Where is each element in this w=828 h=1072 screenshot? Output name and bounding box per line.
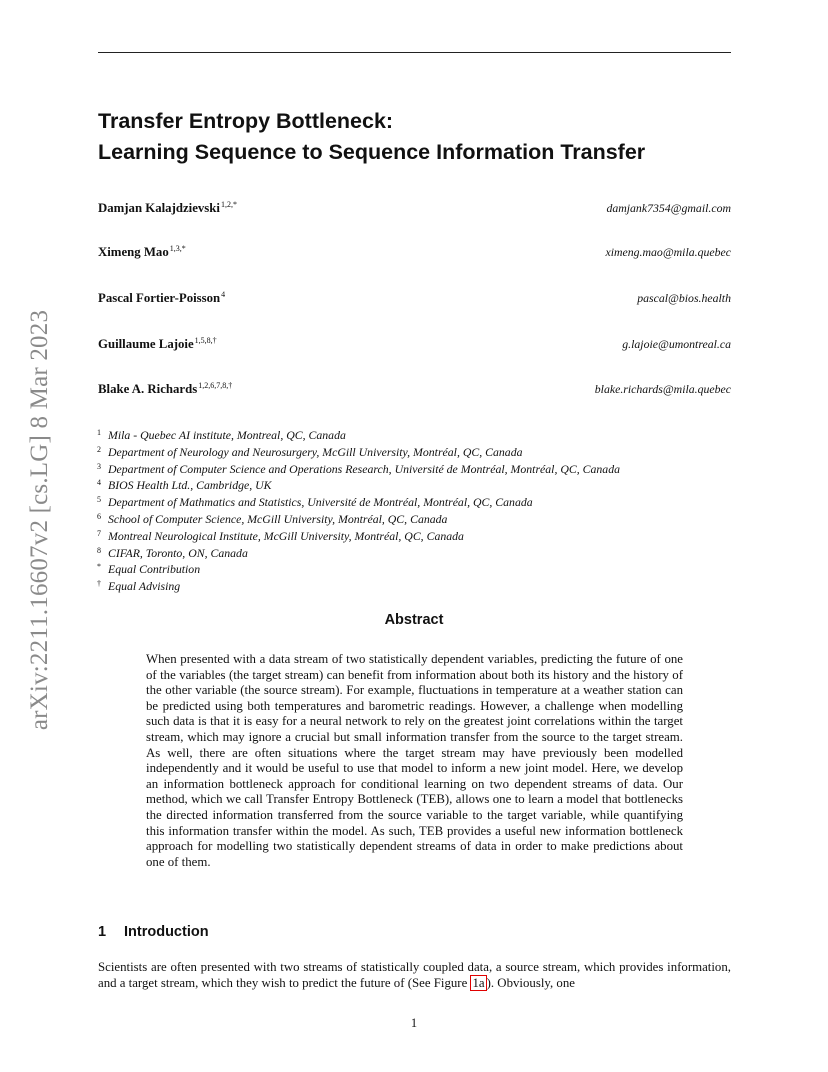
figure-reference-link[interactable]: 1a	[472, 975, 485, 990]
affiliation-mark: 2	[97, 444, 101, 454]
author-row	[98, 200, 731, 220]
affiliation-mark: 3	[97, 461, 101, 471]
author-row	[98, 290, 731, 310]
section-heading	[98, 924, 209, 940]
author-affiliation-marks: 1,2,*	[220, 200, 237, 209]
author-email[interactable]: g.lajoie@umontreal.ca	[622, 337, 731, 351]
affiliation-mark: 5	[97, 495, 101, 505]
affiliation-item: 3 Department of Computer Science and Operations Research, Université de Montréal, Montréal, QC, Canada	[97, 461, 620, 476]
author-name: Ximeng Mao$^{1,3,*}$	[98, 244, 186, 259]
author-email[interactable]: blake.richards@mila.quebec	[594, 382, 731, 396]
affiliation-item: 6 School of Computer Science, McGill University, Montréal, QC, Canada	[97, 511, 448, 526]
section-number: 1	[98, 924, 107, 940]
affiliation-mark: †	[97, 579, 101, 589]
author-email[interactable]: damjank7354@gmail.com	[606, 201, 731, 215]
page-number: 1	[410, 1016, 418, 1030]
affiliation-item: 7 Montreal Neurological Institute, McGill University, Montréal, QC, Canada	[97, 528, 464, 543]
affiliation-item: 2 Department of Neurology and Neurosurgery, McGill University, Montréal, QC, Canada	[97, 444, 523, 459]
paper-title	[98, 106, 645, 168]
author-name: Blake A. Richards$^{1,2,6,7,8,\dagger}$	[98, 381, 233, 396]
author-affiliation-marks: 4	[221, 290, 226, 299]
abstract-heading: Abstract	[384, 612, 444, 628]
affiliation-mark: 1	[97, 428, 101, 437]
author-email[interactable]: ximeng.mao@mila.quebec	[605, 245, 731, 259]
affiliation-item: 1 Mila - Quebec AI institute, Montreal, QC, Canada	[97, 428, 346, 442]
author-name: Guillaume Lajoie$^{1,5,8,\dagger}$	[98, 336, 217, 351]
affiliation-mark: 8	[97, 545, 101, 555]
author-name: Pascal Fortier-Poisson$^4$	[98, 290, 226, 305]
author-affiliation-marks: 1,3,*	[169, 244, 186, 253]
section-title: Introduction	[124, 924, 209, 940]
author-affiliation-marks: 1,2,6,7,8,†	[198, 381, 233, 390]
author-name: Damjan Kalajdzievski$^{1,2,*}$	[98, 200, 237, 215]
affiliation-item: 8 CIFAR, Toronto, ON, Canada	[97, 545, 248, 560]
affiliation-mark: *	[97, 562, 101, 572]
affiliation-item: 5 Department of Mathmatics and Statistics, Université de Montréal, Montréal, QC, Canada	[97, 495, 533, 510]
affiliation-list	[97, 426, 620, 594]
top-rule	[98, 52, 731, 53]
abstract-text: When presented with a data stream of two statistically dependent variables, predicting the future of one of the variables (the target stream) can benefit from information about both its history and the history of the other variable (the source stream). For example, fluctuations in temperature at a weather station can be predicted using both temperatures and barometric readings. However, a challenge when modelling such data is that it is easy for a neural network to rely on the greatest joint correlations within the target stream, which may ignore a crucial but small information transfer from the source to the target stream. As well, there are often situations where the target stream may have previously been modelled independently and it would be useful to use that model to inform a new joint model. Here, we develop an information bottleneck approach for conditional learning on two dependent streams of data. Our method, which we call Transfer Entropy Bottleneck (TEB), allows one to learn a model that bottlenecks the directed information transferred from the source variable to the target variable, while quantifying this information transfer within the model. As such, TEB provides a useful new information bottleneck approach for modelling two statistically dependent streams of data in order to make predictions about one of them.	[146, 652, 683, 869]
affiliation-mark: 7	[97, 528, 101, 538]
affiliation-mark: 4	[97, 478, 101, 488]
affiliation-item: † Equal Advising	[97, 579, 181, 594]
author-row	[98, 381, 731, 401]
author-row	[98, 244, 731, 264]
author-affiliation-marks: 1,5,8,†	[194, 336, 217, 345]
author-row	[98, 336, 731, 356]
author-email[interactable]: pascal@bios.health	[637, 291, 731, 305]
title-line-2: Learning Sequence to Sequence Information Transfer	[98, 140, 646, 164]
introduction-paragraph: Scientists are often presented with two streams of statistically coupled data, a source stream, which provides information, and a target stream, which they wish to predict the future of (See Figure 1a ). Obviously, one	[98, 960, 731, 990]
affiliation-item: * Equal Contribution	[97, 562, 201, 577]
title-line-1: Transfer Entropy Bottleneck:	[98, 109, 394, 133]
arxiv-identifier-stamp: arXiv:2211.16607v2 [cs.LG] 8 Mar 2023	[26, 309, 53, 731]
affiliation-item: 4 BIOS Health Ltd., Cambridge, UK	[97, 478, 272, 493]
affiliation-mark: 6	[97, 511, 101, 521]
